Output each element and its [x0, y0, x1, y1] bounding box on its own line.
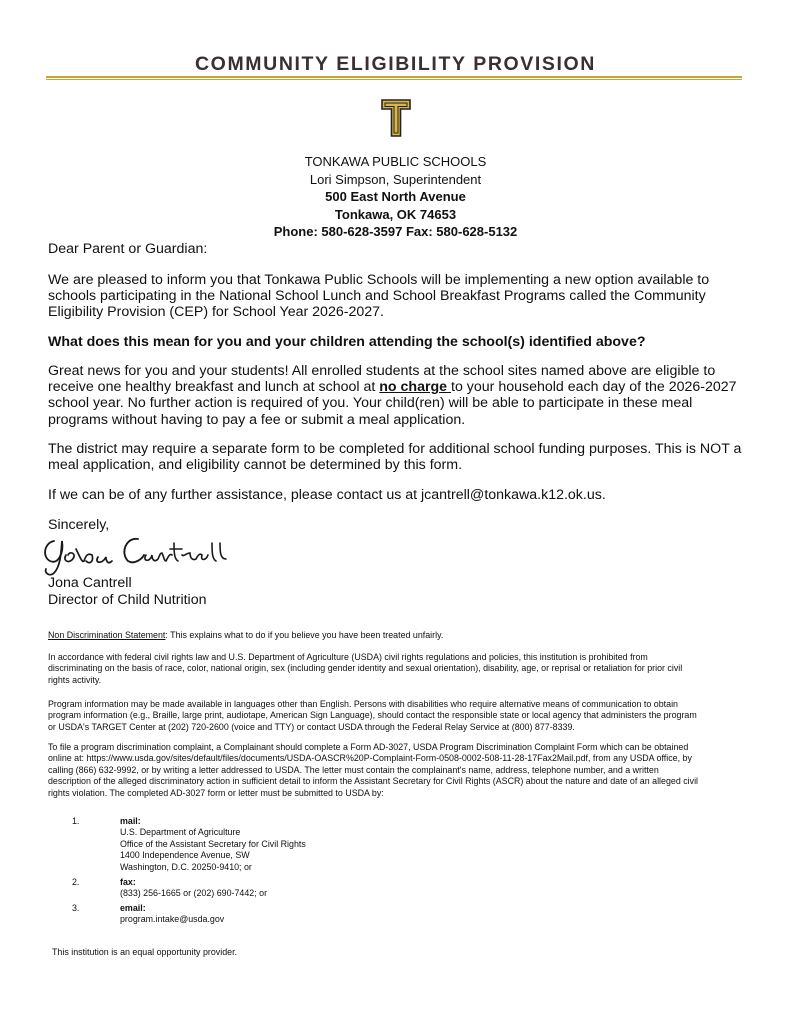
- address-line: U.S. Department of Agriculture: [120, 827, 241, 838]
- news-text: receive one healthy breakfast and lunch at school at: [48, 379, 380, 396]
- nondiscrimination-paragraph-1: [48, 652, 778, 686]
- news-text: to your household each day of the 2026-2027: [451, 379, 737, 396]
- school-name: TONKAWA PUBLIC SCHOOLS: [304, 154, 487, 169]
- superintendent-line: Lori Simpson, Superintendent: [309, 172, 482, 187]
- list-item-fax: [72, 877, 472, 901]
- list-label: fax:: [120, 877, 136, 887]
- nondiscrimination-heading-rest: : This explains what to do if you believe you have been treated unfairly.: [165, 630, 444, 640]
- phone-fax: Phone: 580-628-3597 Fax: 580-628-5132: [273, 224, 518, 239]
- news-line: programs without having to pay a fee or submit a meal application.: [48, 411, 466, 428]
- intro-line: Eligibility Provision (CEP) for School Year 2026-2027.: [48, 304, 384, 321]
- nd-line: program information (e.g., Braille, large print, audiotape, American Sign Language), should contact the responsible state or local agency that administers the program: [48, 710, 697, 721]
- title-divider-thin: [46, 79, 742, 80]
- list-label: mail:: [120, 816, 141, 826]
- email-line: program.intake@usda.gov: [120, 914, 225, 925]
- address-line: 1400 Independence Avenue, SW: [120, 850, 250, 861]
- district-line: The district may require a separate form to be completed for additional school funding purposes. This is NOT a: [48, 441, 742, 457]
- news-line: Great news for you and your students! All enrolled students at the school sites named above are eligible to: [48, 363, 716, 379]
- list-number: 3.: [72, 903, 80, 913]
- nd-line: rights activity.: [48, 674, 102, 685]
- nd-line: calling (866) 632-9992, or by writing a letter addressed to USDA. The letter must contain the complainant's name, address, telephone number, and a written: [48, 764, 659, 775]
- intro-paragraph: [48, 272, 748, 321]
- document-title: COMMUNITY ELIGIBILITY PROVISION: [195, 53, 596, 75]
- no-charge-emphasis: no charge: [379, 379, 452, 396]
- equal-opportunity-footer: This institution is an equal opportunity provider.: [52, 947, 238, 957]
- nd-line: discriminating on the basis of race, color, national origin, sex (including gender identity and sexual orientation), disability, age, or reprisal or retaliation for prior civil: [48, 663, 683, 674]
- title-divider: [46, 76, 742, 78]
- nondiscrimination-heading-line: [48, 630, 778, 641]
- address-line: Office of the Assistant Secretary for Civil Rights: [120, 838, 306, 849]
- city-address: Tonkawa, OK 74653: [334, 207, 457, 222]
- school-logo: [381, 99, 411, 137]
- address-line: Washington, D.C. 20250-9410; or: [120, 861, 252, 872]
- intro-line: We are pleased to inform you that Tonkawa Public Schools will be implementing a new option available to: [48, 272, 710, 288]
- district-line: meal application, and eligibility cannot be determined by this form.: [48, 457, 463, 474]
- nondiscrimination-paragraph-3: [48, 742, 778, 799]
- nondiscrimination-paragraph-2: [48, 699, 778, 733]
- nd-line: Program information may be made available in languages other than English. Persons with disabilities who require alternative means of communication to obtain: [48, 699, 678, 709]
- fax-line: (833) 256-1665 or (202) 690-7442; or: [120, 888, 268, 899]
- salutation: Dear Parent or Guardian:: [48, 241, 208, 257]
- street-address: 500 East North Avenue: [325, 189, 466, 204]
- submission-list: [72, 816, 472, 927]
- nd-line: or USDA's TARGET Center at (202) 720-2600 (voice and TTY) or contact USDA through the Federal Relay Service at (800) 877-8339.: [48, 721, 575, 732]
- nd-line: rights violation. The completed AD-3027 form or letter must be submitted to USDA by:: [48, 787, 384, 798]
- district-paragraph: [48, 441, 748, 473]
- nd-line: description of the alleged discriminatory action in sufficient detail to inform the Assistant Secretary for Civil Rights (ASCR) about the nature and date of an alleged civil: [48, 776, 699, 787]
- closing: Sincerely,: [48, 517, 110, 533]
- signer-name: Jona Cantrell: [48, 575, 132, 591]
- nd-line: To file a program discrimination complaint, a Complainant should complete a Form AD-3027, USDA Program Discrimination Complaint Form which can be obtained: [48, 742, 689, 752]
- assistance-line: If we can be of any further assistance, please contact us at jcantrell@tonkawa.k12.ok.us.: [48, 487, 606, 503]
- nd-line: In accordance with federal civil rights law and U.S. Department of Agriculture (USDA) civil rights regulations and policies, this institution is prohibited from: [48, 652, 648, 662]
- mail-address-block: [120, 816, 306, 873]
- list-label: email:: [120, 903, 146, 913]
- news-paragraph: [48, 363, 748, 428]
- signer-title: Director of Child Nutrition: [48, 592, 207, 608]
- list-number: 2.: [72, 877, 80, 887]
- nondiscrimination-heading: Non Discrimination Statement: [48, 630, 166, 640]
- nd-line: online at: https://www.usda.gov/sites/default/files/documents/USDA-OASCR%20P-Complaint-Form-0508-0002-508-11-28-17Fax2Mail.pdf, from any USDA office, by: [48, 753, 692, 764]
- news-line: [48, 379, 748, 395]
- list-item-mail: [72, 816, 472, 874]
- list-item-email: [72, 903, 472, 927]
- question-heading: What does this mean for you and your children attending the school(s) identified above?: [48, 334, 646, 350]
- intro-line: schools participating in the National School Lunch and School Breakfast Programs called the Community: [48, 288, 706, 305]
- handwritten-signature: [40, 527, 230, 579]
- fax-block: [120, 877, 267, 900]
- news-line: school year. No further action is required of you. Your child(ren) will be able to participate in these meal: [48, 395, 693, 412]
- email-block: [120, 903, 224, 926]
- list-number: 1.: [72, 816, 80, 826]
